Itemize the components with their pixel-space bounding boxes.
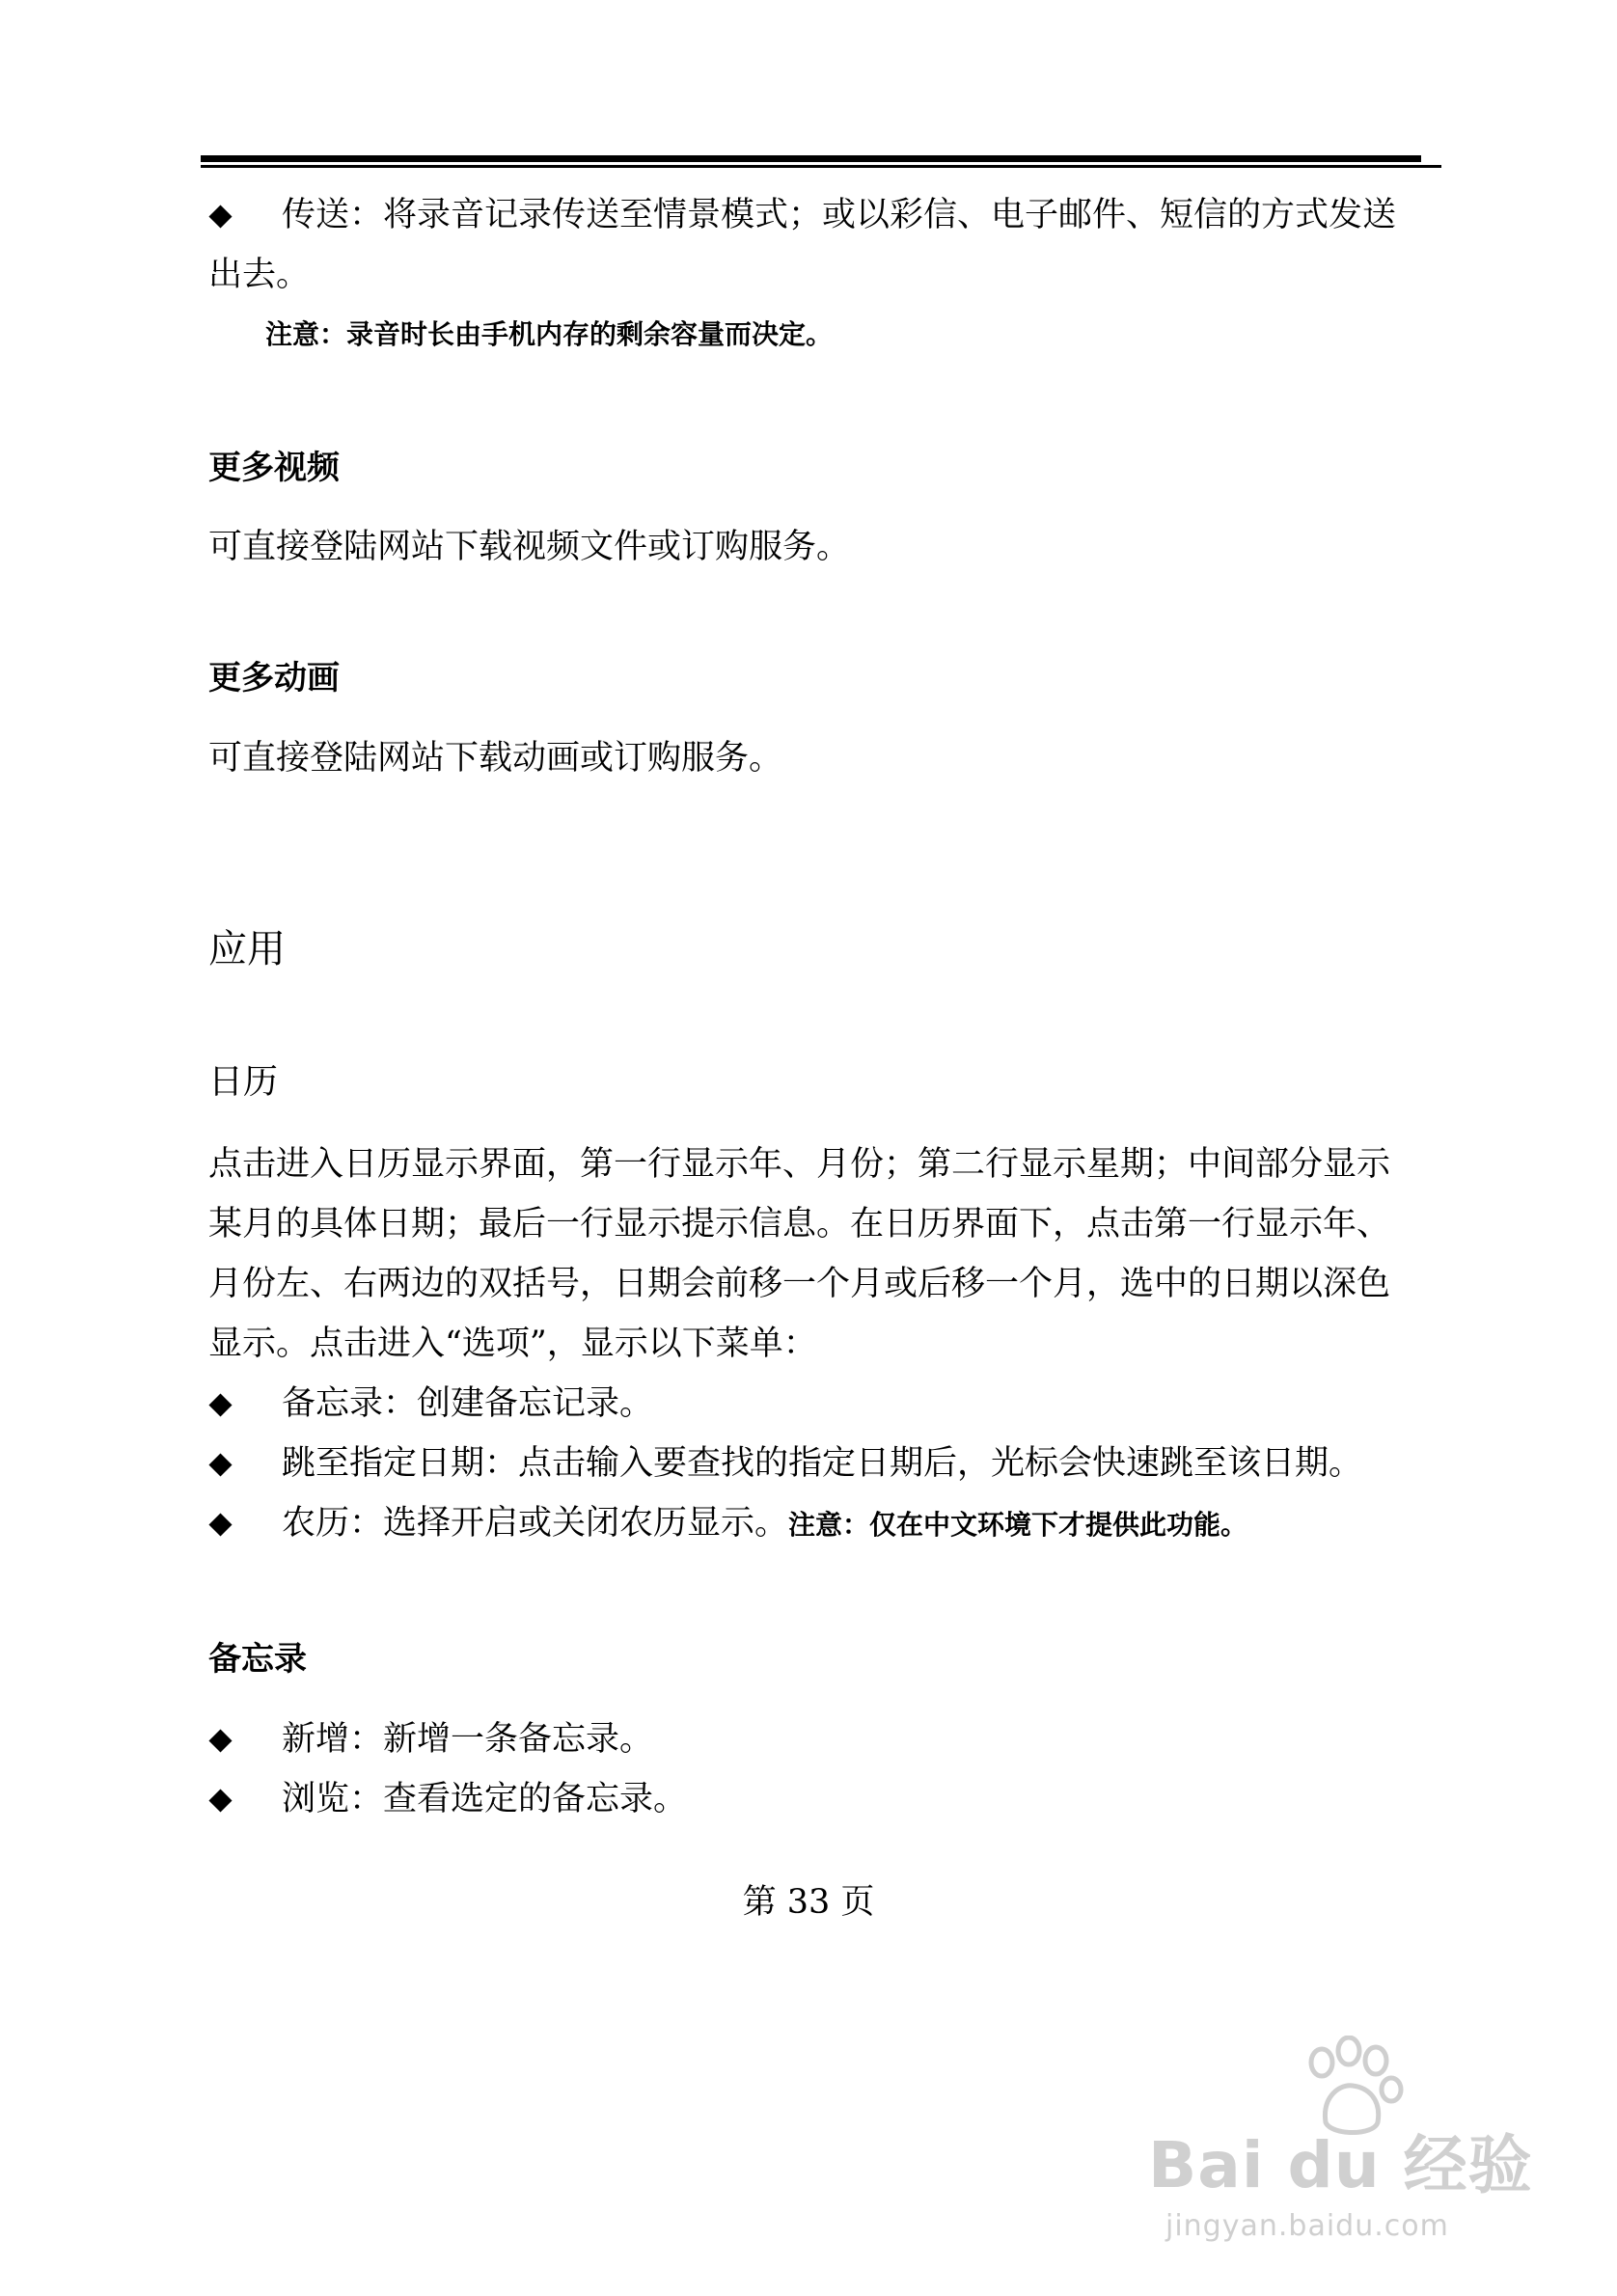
send-line-1: 传送：将录音记录传送至情景模式；或以彩信、电子邮件、短信的方式发送 bbox=[282, 196, 1397, 234]
send-line-2: 出去。 bbox=[208, 256, 311, 294]
diamond-bullet-icon bbox=[208, 1393, 233, 1418]
diamond-bullet-icon bbox=[208, 1453, 233, 1478]
diamond-bullet-icon bbox=[208, 205, 233, 230]
watermark-logo-text: Bai du 经验 bbox=[1148, 2128, 1533, 2202]
calendar-para-line-3: 月份左、右两边的双括号，日期会前移一个月或后移一个月，选中的日期以深色 bbox=[208, 1265, 1391, 1303]
more-video-heading: 更多视频 bbox=[208, 449, 340, 487]
calendar-heading: 日历 bbox=[208, 1062, 279, 1102]
header-rule-thick bbox=[201, 155, 1421, 162]
watermark-url: jingyan.baidu.com bbox=[1165, 2209, 1449, 2243]
calendar-item-lunar-text: 农历：选择开启或关闭农历显示。 bbox=[282, 1504, 789, 1543]
calendar-para-line-2: 某月的具体日期；最后一行显示提示信息。在日历界面下，点击第一行显示年、 bbox=[208, 1205, 1391, 1244]
calendar-item-memo bbox=[208, 1374, 653, 1434]
calendar-item-memo-text: 备忘录：创建备忘记录。 bbox=[282, 1384, 654, 1423]
paw-logo-icon bbox=[1293, 2036, 1409, 2142]
calendar-item-lunar bbox=[208, 1493, 1247, 1555]
memo-item-browse bbox=[208, 1769, 687, 1829]
baidu-jingyan-watermark bbox=[1148, 2036, 1534, 2248]
memo-item-browse-text: 浏览：查看选定的备忘录。 bbox=[282, 1780, 688, 1818]
memo-heading: 备忘录 bbox=[208, 1640, 307, 1679]
page-number: 第 33 页 bbox=[742, 1883, 875, 1922]
header-rule-thin bbox=[201, 165, 1441, 168]
calendar-para-line-4: 显示。点击进入“选项”，显示以下菜单： bbox=[208, 1325, 817, 1363]
diamond-bullet-icon bbox=[208, 1789, 233, 1814]
memo-item-add-text: 新增：新增一条备忘录。 bbox=[282, 1720, 654, 1759]
send-note: 注意：录音时长由手机内存的剩余容量而决定。 bbox=[265, 318, 834, 350]
calendar-para-line-1: 点击进入日历显示界面，第一行显示年、月份；第二行显示星期；中间部分显示 bbox=[208, 1145, 1391, 1184]
apps-heading: 应用 bbox=[208, 927, 286, 971]
more-animation-heading: 更多动画 bbox=[208, 659, 340, 697]
memo-item-add bbox=[208, 1709, 653, 1769]
calendar-item-goto-date bbox=[208, 1434, 1362, 1493]
diamond-bullet-icon bbox=[208, 1729, 233, 1754]
calendar-item-lunar-note: 注意：仅在中文环境下才提供此功能。 bbox=[788, 1509, 1248, 1541]
more-animation-text: 可直接登陆网站下载动画或订购服务。 bbox=[208, 739, 783, 778]
more-video-text: 可直接登陆网站下载视频文件或订购服务。 bbox=[208, 528, 851, 566]
calendar-item-goto-date-text: 跳至指定日期：点击输入要查找的指定日期后，光标会快速跳至该日期。 bbox=[282, 1444, 1363, 1483]
diamond-bullet-icon bbox=[208, 1513, 233, 1538]
send-bullet-item bbox=[208, 185, 1396, 245]
